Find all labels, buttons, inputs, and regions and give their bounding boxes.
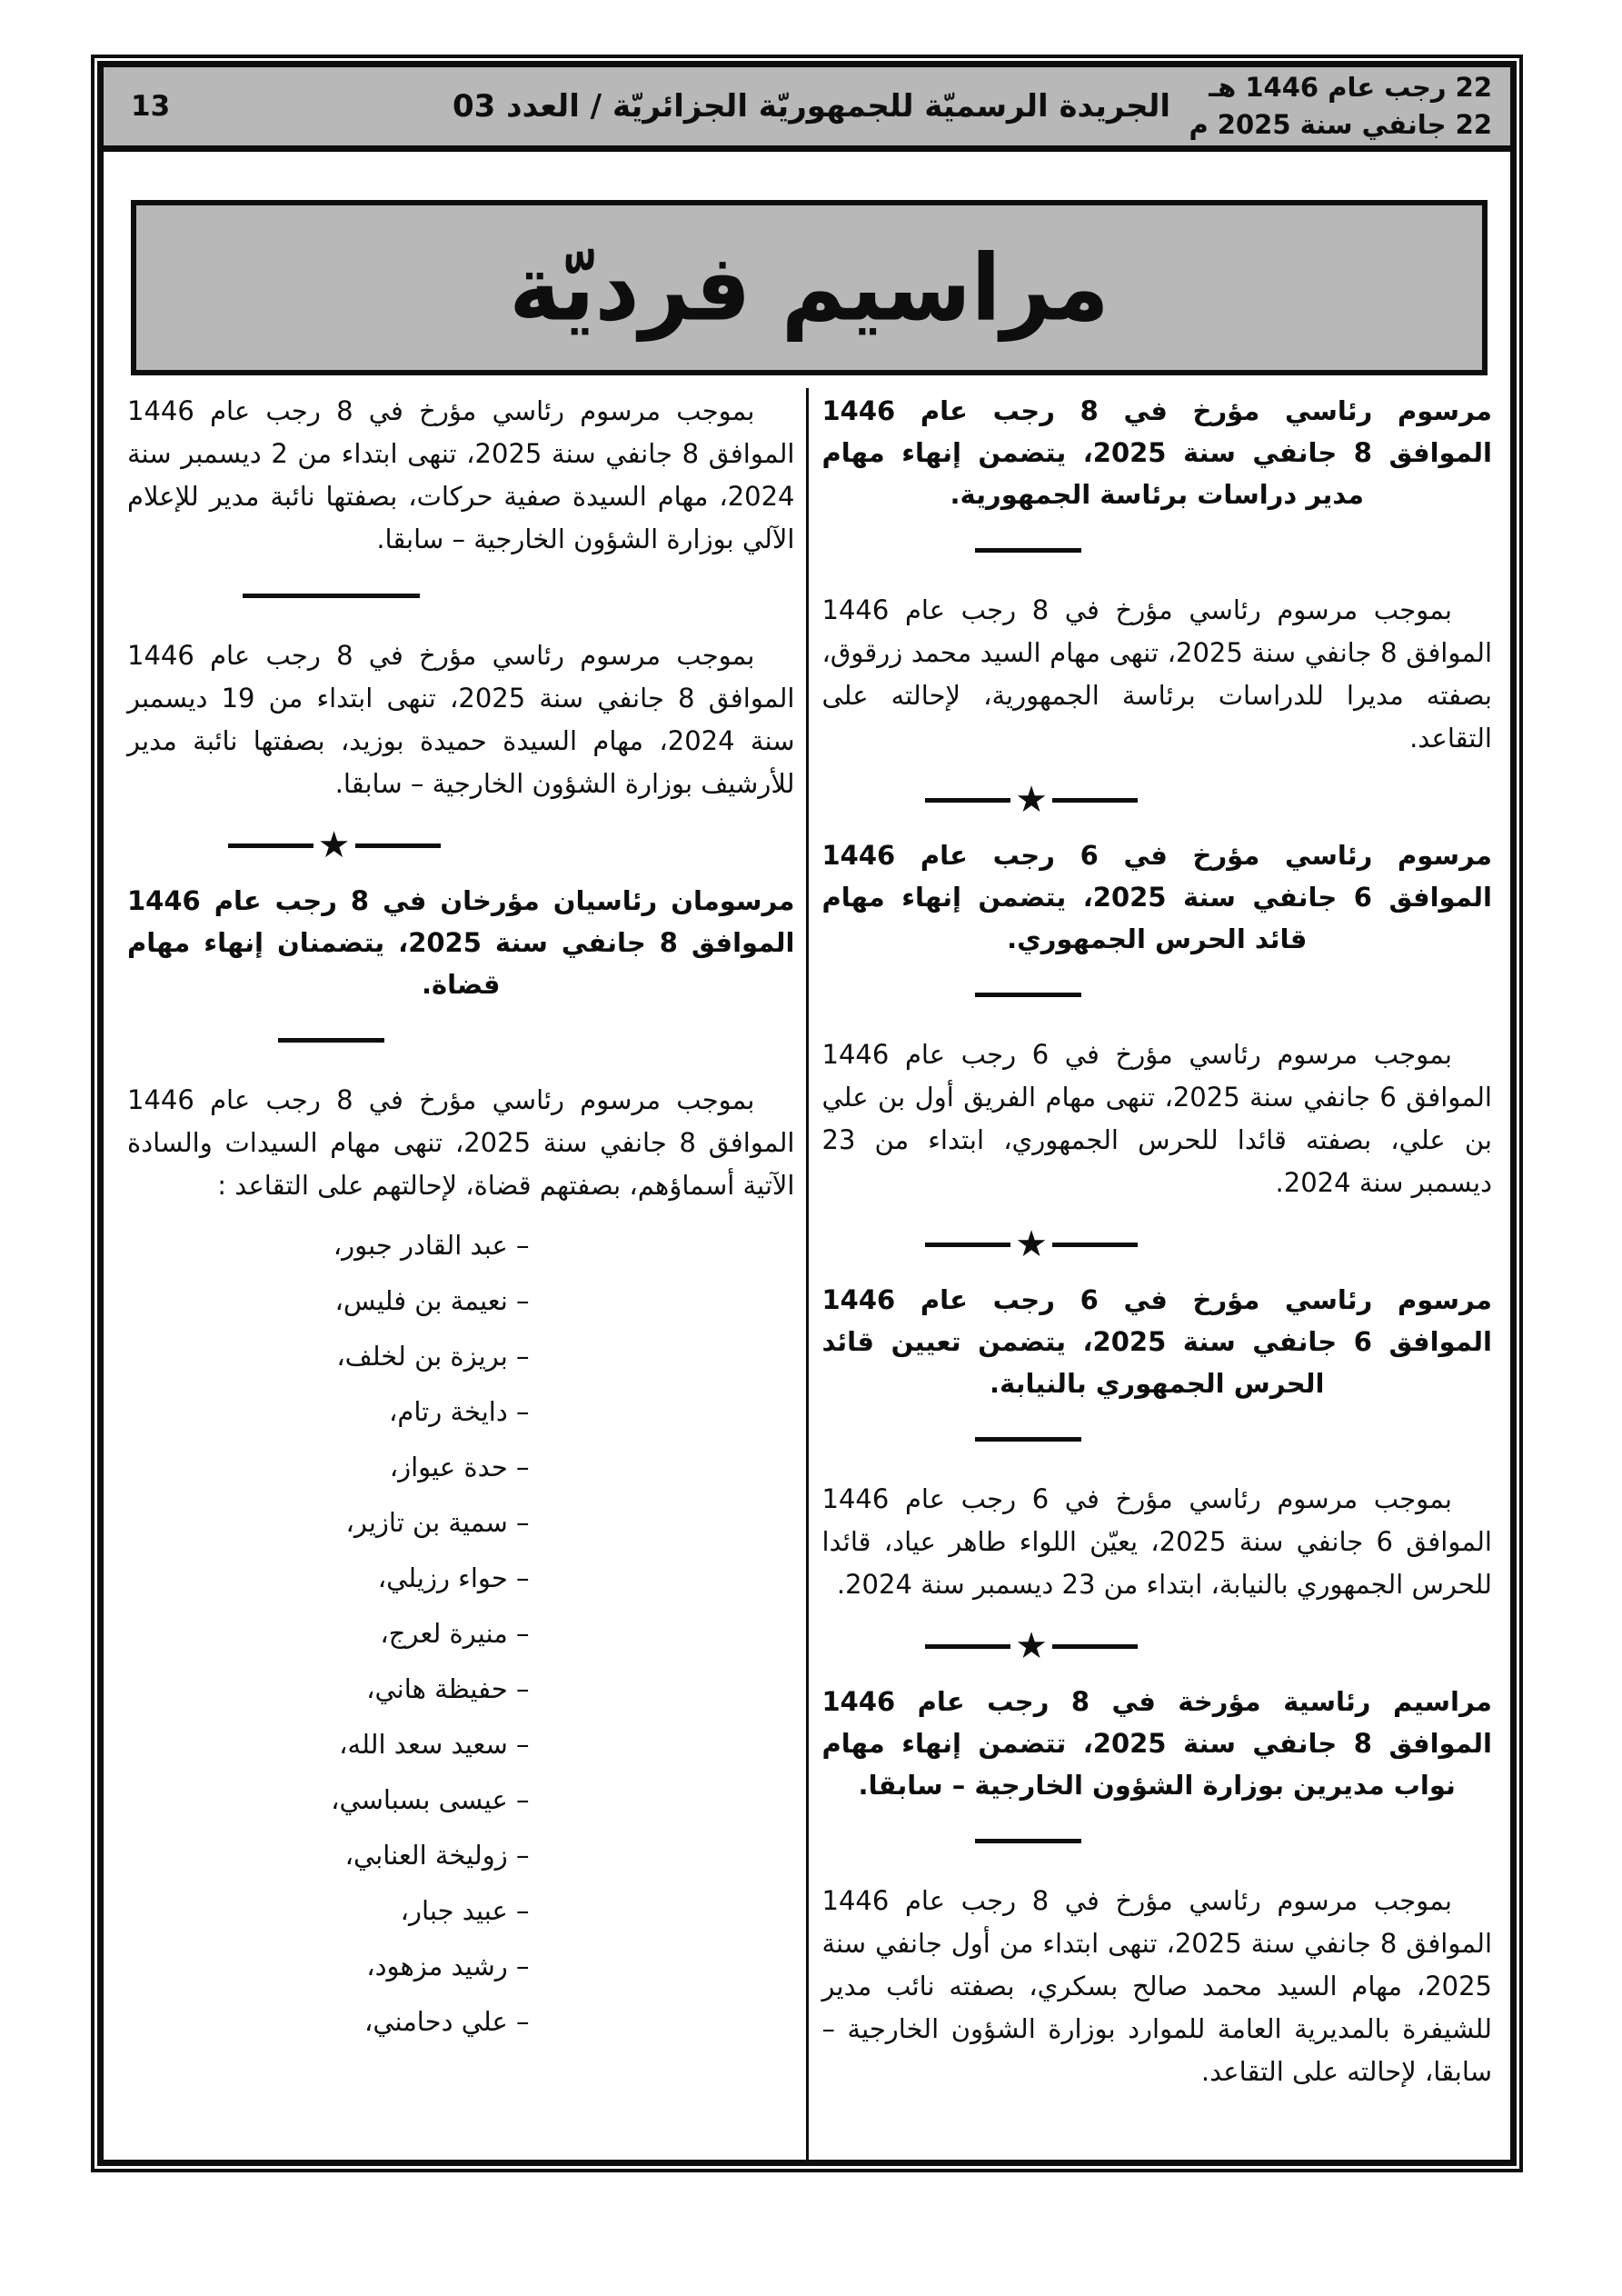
list-item: – حدة عيواز، (389, 1452, 530, 1482)
star-icon: ★ (1015, 1223, 1048, 1265)
decree-section (822, 390, 1493, 760)
section-rule (278, 1038, 384, 1043)
separator-line (925, 1644, 1010, 1649)
decree-paragraph: بموجب مرسوم رئاسي مؤرخ في 6 رجب عام 1446 الموافق 6 جانفي سنة 2025، يعيّن اللواء طاهر عياد، قائدا للحرس الجمهوري بالنيابة، ابتداء من 23 ديسمبر سنة 2024. (821, 1483, 1492, 1600)
list-item: – حواء رزيلي، (377, 1562, 530, 1593)
page-frame (91, 55, 1523, 2172)
section-rule (975, 1437, 1081, 1442)
decree-heading: مرسوم رئاسي مؤرخ في 6 رجب عام 1446 الموافق 6 جانفي سنة 2025، يتضمن إنهاء مهام قائد الحرس الجمهوري. (821, 840, 1492, 954)
star-icon: ★ (1015, 779, 1048, 821)
star-separator (228, 825, 441, 865)
section-banner (131, 200, 1488, 375)
list-item: – زوليخة العنابي، (344, 1840, 530, 1871)
list-item: – عبد القادر جبور، (333, 1230, 530, 1261)
star-icon: ★ (317, 824, 351, 866)
list-item: – علي دحامني، (363, 2006, 530, 2037)
banner-title: مراسيم فرديّة (509, 234, 1110, 342)
list-item: – سمية بن تازير، (345, 1507, 530, 1538)
decree-heading: مرسوم رئاسي مؤرخ في 6 رجب عام 1446 الموافق 6 جانفي سنة 2025، يتضمن تعيين قائد الحرس الجمهوري بالنيابة. (821, 1284, 1492, 1399)
list-item: – بريزة بن لخلف، (336, 1341, 530, 1372)
page-frame-inner (97, 61, 1517, 2166)
column-divider (806, 388, 809, 2160)
decree-paragraph: بموجب مرسوم رئاسي مؤرخ في 8 رجب عام 1446 الموافق 8 جانفي سنة 2025، تنهى ابتداء من 2 ديسمبر سنة 2024، مهام السيدة صفية حركات، بصفتها نائبة مدير للإعلام الآلي بوزارة الشؤون الخارجية – سابقا. (127, 395, 795, 554)
list-item: – عبيد جبار، (400, 1895, 530, 1926)
two-column-layout (104, 388, 1510, 2160)
list-item: – منيرة لعرج، (380, 1618, 530, 1649)
column-right (809, 388, 1511, 2160)
star-separator (925, 1224, 1138, 1264)
decree-heading: مراسيم رئاسية مؤرخة في 8 رجب عام 1446 الموافق 8 جانفي سنة 2025، تتضمن إنهاء مهام نواب مديرين بوزارة الشؤون الخارجية – سابقا. (821, 1686, 1492, 1801)
section-rule (243, 594, 420, 598)
star-separator (925, 780, 1138, 820)
header-dates (1189, 69, 1492, 144)
section-rule (975, 548, 1081, 553)
section-rule (975, 1839, 1081, 1843)
section-rule (975, 993, 1081, 997)
list-item: – رشيد مزهود، (366, 1951, 530, 1982)
judges-name-list (127, 1218, 795, 2050)
column-left (104, 388, 806, 2160)
separator-line (925, 1243, 1010, 1247)
separator-line (925, 798, 1010, 803)
decree-paragraph: بموجب مرسوم رئاسي مؤرخ في 8 رجب عام 1446 الموافق 8 جانفي سنة 2025، تنهى ابتداء من 19 ديسمبر سنة 2024، مهام السيدة حميدة بوزيد، بصفتها نائبة مدير للأرشيف بوزارة الشؤون الخارجية – سابقا. (127, 640, 795, 799)
separator-line (1052, 798, 1138, 803)
decree-paragraph: بموجب مرسوم رئاسي مؤرخ في 8 رجب عام 1446 الموافق 8 جانفي سنة 2025، تنهى مهام السيدات والسادة الآتية أسماؤهم، بصفتهم قضاة، لإحالتهم على التقاعد : (127, 1084, 795, 1201)
decree-paragraph: بموجب مرسوم رئاسي مؤرخ في 8 رجب عام 1446 الموافق 8 جانفي سنة 2025، تنهى مهام السيد محمد زرقوق، بصفته مديرا للدراسات برئاسة الجمهورية، لإحالته على التقاعد. (821, 594, 1493, 754)
decree-section (127, 880, 795, 1207)
decree-section (822, 1279, 1493, 1606)
list-item: – سعيد سعد الله، (339, 1729, 530, 1760)
decree-section (822, 1681, 1493, 2093)
separator-line (1052, 1644, 1138, 1649)
list-item: – دايخة رتام، (389, 1396, 530, 1427)
decree-heading: مرسومان رئاسيان مؤرخان في 8 رجب عام 1446 الموافق 8 جانفي سنة 2025، يتضمنان إنهاء مهام قضاة. (127, 885, 795, 1000)
journal-title: الجريدة الرسميّة للجمهوريّة الجزائريّة / العدد 03 (452, 88, 1170, 125)
decree-section (822, 834, 1493, 1204)
gregorian-date: 22 جانفي سنة 2025 م (1189, 109, 1492, 140)
list-item: – عيسى بسباسي، (331, 1784, 530, 1815)
decree-paragraph: بموجب مرسوم رئاسي مؤرخ في 8 رجب عام 1446 الموافق 8 جانفي سنة 2025، تنهى ابتداء من أول جانفي سنة 2025، مهام السيد محمد صالح بسكري، بصفته نائب مدير للشيفرة بالمديرية العامة للموارد بوزارة الشؤون الخارجية – سابقا، لإحالته على التقاعد. (821, 1885, 1493, 2087)
list-item: – حفيظة هاني، (366, 1673, 530, 1704)
list-item: – نعيمة بن فليس، (334, 1285, 530, 1316)
decree-paragraph: بموجب مرسوم رئاسي مؤرخ في 6 رجب عام 1446 الموافق 6 جانفي سنة 2025، تنهى مهام الفريق أول بن علي بن علي، بصفته قائدا للحرس الجمهوري، ابتداء من 23 ديسمبر سنة 2024. (821, 1039, 1492, 1198)
separator-line (355, 844, 441, 848)
decree-heading: مرسوم رئاسي مؤرخ في 8 رجب عام 1446 الموافق 8 جانفي سنة 2025، يتضمن إنهاء مهام مدير دراسات برئاسة الجمهورية. (821, 395, 1492, 510)
star-icon: ★ (1015, 1625, 1048, 1667)
page-number: 13 (131, 90, 171, 123)
separator-line (1052, 1243, 1138, 1247)
hijri-date: 22 رجب عام 1446 هـ (1209, 72, 1492, 103)
page-header (104, 67, 1510, 152)
star-separator (925, 1626, 1138, 1666)
separator-line (228, 844, 313, 848)
